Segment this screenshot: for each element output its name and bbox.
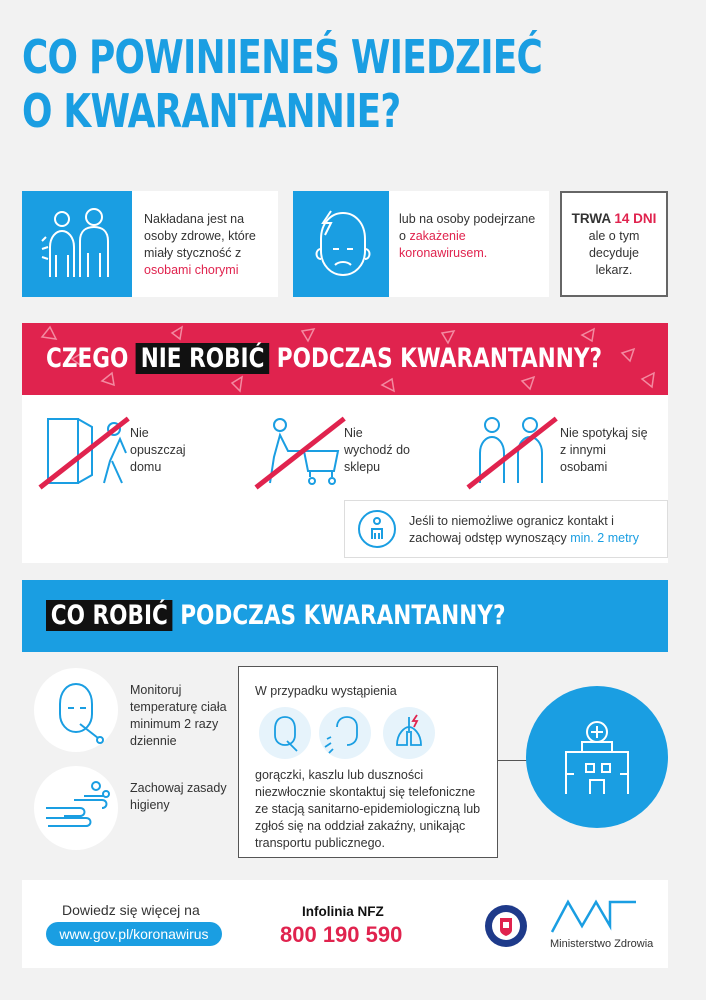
duration-box [560,191,668,297]
dont-heading: CZEGO NIE ROBIĆ PODCZAS KWARANTANNY? [46,343,603,374]
page-title: CO POWINIENEŚ WIEDZIEĆ O KWARANTANNIE? [22,30,543,138]
symptoms-box [238,666,498,858]
people-contact-icon [38,207,116,281]
info-text-suspected: lub na osoby podejrzane o zakażenie koronawirusem. [399,212,536,260]
duration-heading: TRWA 14 DNI [571,211,657,226]
info-icon-box [22,191,132,297]
hotline-number[interactable]: 800 190 590 [280,922,403,947]
dont-item-text: Nie spotykaj się z innymi osobami [560,426,648,474]
dont-banner [22,323,668,395]
symptoms-title: W przypadku wystąpienia [255,684,397,698]
do-banner [22,580,668,652]
hand-washing-icon [34,766,118,850]
dont-item-text: Nie opuszczaj domu [130,426,186,474]
cough-icon [319,707,371,759]
do-item-text: Monitoruj temperaturę ciała minimum 2 razy dziennie [130,683,227,748]
ministry-logo-icon [550,898,640,936]
hospital-icon [526,686,668,828]
info-card-contact [22,191,278,297]
hotline-label: Infolinia NFZ [302,904,384,919]
learn-more-label: Dowiedz się więcej na [62,902,200,918]
do-panel [22,652,668,874]
ministry-name: Ministerstwo Zdrowia [550,938,654,950]
distance-note-text: Jeśli to niemożliwe ogranicz kontakt i zachowaj odstęp wynoszący min. 2 metry [409,514,639,545]
website-link[interactable]: www.gov.pl/koronawirus [46,922,222,946]
lungs-icon [383,707,435,759]
info-icon-box [293,191,389,297]
info-card-suspected [293,191,549,297]
do-heading: CO ROBIĆ PODCZAS KWARANTANNY? [46,596,505,636]
footer [22,880,668,968]
info-text-contact: Nakładana jest na osoby zdrowe, które miały styczność z osobami chorymi [144,212,256,277]
fever-icon [259,707,311,759]
gis-emblem-icon [484,904,528,948]
do-item-text: Zachowaj zasady higieny [130,781,227,812]
thermometer-face-icon [34,668,118,752]
duration-note: ale o tym decyduje lekarz. [588,229,640,277]
dont-item-text: Nie wychodź do sklepu [344,426,411,474]
sick-face-icon [307,205,377,283]
connector-line [498,760,528,761]
distance-note [344,500,668,558]
person-distance-icon [357,509,397,549]
symptoms-text: gorączki, kaszlu lub duszności niezwłocznie skontaktuj się telefoniczne ze stacją sanitarno-epidemiologiczną lub zgłoś się na oddział zakaźny, unikając transportu publicznego. [255,768,481,850]
